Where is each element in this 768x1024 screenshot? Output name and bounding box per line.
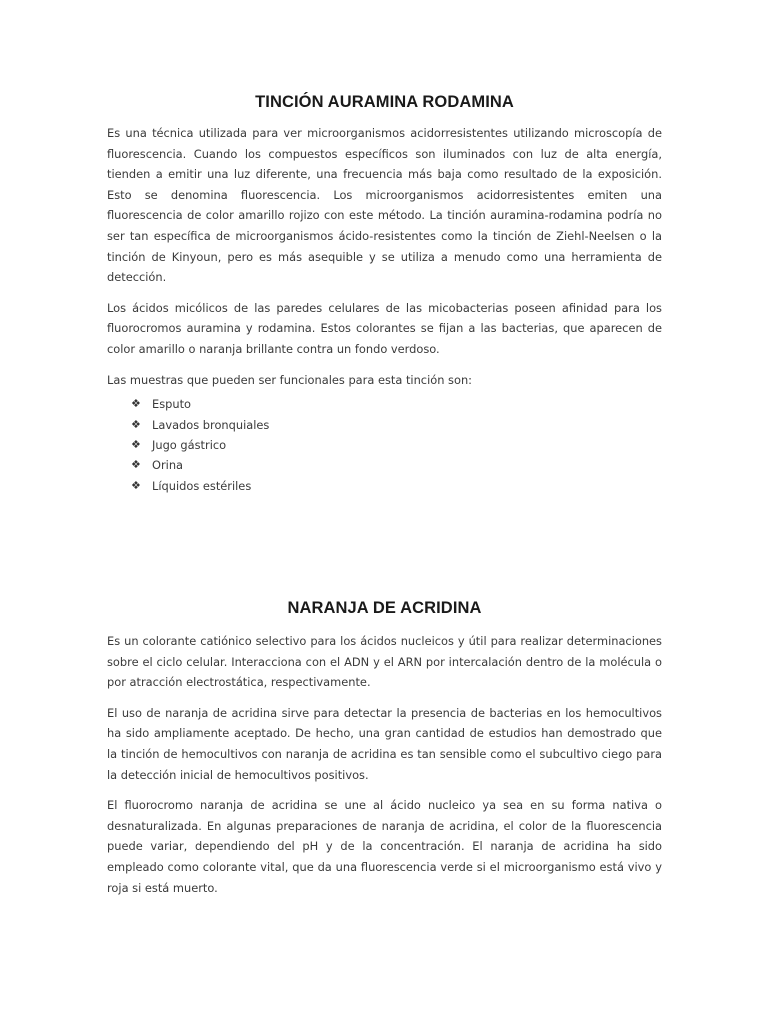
paragraph: Las muestras que pueden ser funcionales para esta tinción son: — [107, 372, 473, 387]
list-item — [131, 415, 662, 435]
diamond-bullet-icon: ❖ — [131, 458, 141, 472]
diamond-bullet-icon: ❖ — [131, 417, 141, 431]
section-auramina-rodamina — [107, 91, 662, 496]
list-item-label: Esputo — [152, 397, 192, 412]
diamond-bullet-icon: ❖ — [131, 478, 141, 492]
paragraph: Los ácidos micólicos de las paredes celulares de las micobacterias poseen afinidad para los fluorocromos auramina y rodamina. Estos colorantes se fijan a las bacterias, que aparecen de color amarillo o naranja brillante contra un fondo verdoso. — [107, 300, 662, 356]
section-title: TINCIÓN AURAMINA RODAMINA — [255, 93, 514, 111]
section-naranja-acridina — [107, 597, 662, 908]
list-item-label: Lavados bronquiales — [152, 417, 270, 432]
list-item — [131, 455, 662, 475]
list-item-label: Orina — [152, 458, 184, 473]
list-item — [131, 394, 662, 414]
list-item-label: Jugo gástrico — [152, 437, 227, 452]
paragraph: Es un colorante catiónico selectivo para los ácidos nucleicos y útil para realizar determinaciones sobre el ciclo celular. Interacciona con el ADN y el ARN por intercalación dentro de la molécula o por atracción electrostática, respectivamente. — [107, 634, 662, 690]
diamond-bullet-icon: ❖ — [131, 437, 141, 451]
paragraph: El fluorocromo naranja de acridina se une al ácido nucleico ya sea en su forma nativa o desnaturalizada. En algunas preparaciones de naranja de acridina, el color de la fluorescencia puede variar, dependiendo del pH y de la concentración. El naranja de acridina ha sido empleado como colorante vital, que da una fluorescencia verde si el microorganismo está vivo y roja si está muerto. — [107, 798, 662, 895]
list-item-label: Líquidos estériles — [152, 478, 252, 493]
list-item — [131, 435, 662, 455]
paragraph: El uso de naranja de acridina sirve para detectar la presencia de bacterias en los hemocultivos ha sido ampliamente aceptado. De hecho, una gran cantidad de estudios han demostrado que la tinción de hemocultivos con naranja de acridina es tan sensible como el subcultivo ciego para la detección inicial de hemocultivos positivos. — [107, 705, 662, 782]
diamond-bullet-icon: ❖ — [131, 397, 141, 411]
paragraph: Es una técnica utilizada para ver microorganismos acidorresistentes utilizando microscopía de fluorescencia. Cuando los compuestos específicos son iluminados con luz de alta energía, tienden a emitir una luz diferente, una frecuencia más baja como resultado de la exposición. Esto se denomina fluorescencia. Los microorganismos acidorresistentes emiten una fluorescencia de color amarillo rojizo con este método. La tinción auramina-rodamina podría no ser tan específica de microorganismos ácido-resistentes como la tinción de Ziehl-Neelsen o la tinción de Kinyoun, pero es más asequible y se utiliza a menudo como una herramienta de detección. — [107, 126, 662, 285]
list-item — [131, 476, 662, 496]
sample-list — [107, 394, 662, 496]
section-title: NARANJA DE ACRIDINA — [287, 599, 482, 617]
